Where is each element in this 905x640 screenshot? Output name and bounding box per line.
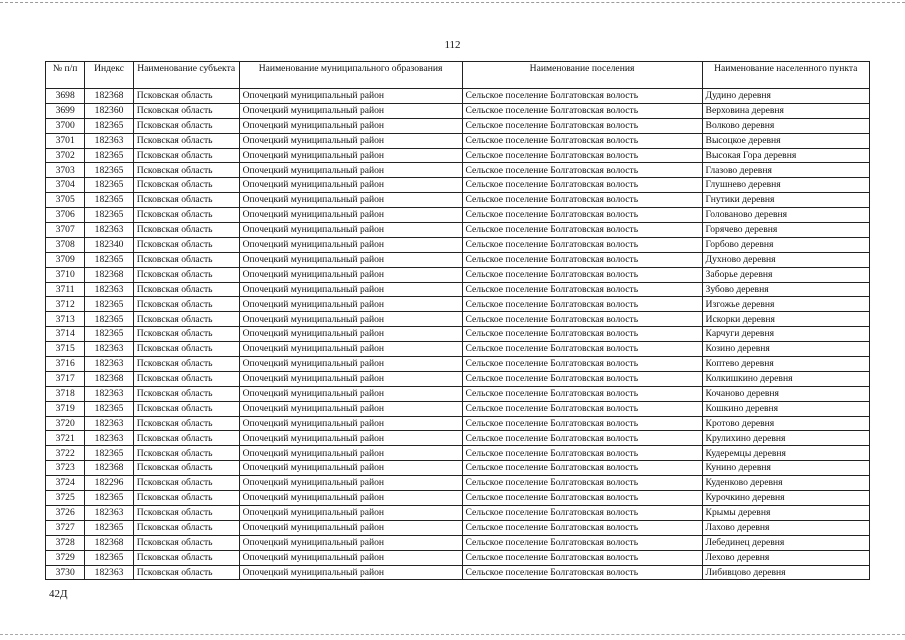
- postal-index: 182368: [85, 535, 133, 550]
- subject-name: Псковская область: [133, 282, 239, 297]
- locality-name: Глазово деревня: [702, 163, 869, 178]
- subject-name: Псковская область: [133, 193, 239, 208]
- municipality-name: Опочецкий муниципальный район: [239, 565, 462, 580]
- table-row: [46, 223, 870, 238]
- row-number: 3717: [46, 371, 85, 386]
- row-number: 3721: [46, 431, 85, 446]
- settlement-name: Сельское поселение Болгатовская волость: [462, 371, 702, 386]
- postal-index: 182363: [85, 282, 133, 297]
- subject-name: Псковская область: [133, 431, 239, 446]
- postal-index: 182363: [85, 416, 133, 431]
- table-row: [46, 416, 870, 431]
- postal-index: 182365: [85, 520, 133, 535]
- municipality-name: Опочецкий муниципальный район: [239, 342, 462, 357]
- municipality-name: Опочецкий муниципальный район: [239, 461, 462, 476]
- postal-index: 182363: [85, 342, 133, 357]
- locality-name: Кошкино деревня: [702, 401, 869, 416]
- postal-index: 182365: [85, 550, 133, 565]
- locality-name: Кротово деревня: [702, 416, 869, 431]
- postal-index: 182363: [85, 223, 133, 238]
- municipality-name: Опочецкий муниципальный район: [239, 297, 462, 312]
- row-number: 3702: [46, 148, 85, 163]
- row-number: 3703: [46, 163, 85, 178]
- row-number: 3719: [46, 401, 85, 416]
- settlement-name: Сельское поселение Болгатовская волость: [462, 461, 702, 476]
- locality-name: Высокая Гора деревня: [702, 148, 869, 163]
- postal-index: 182363: [85, 565, 133, 580]
- subject-name: Псковская область: [133, 297, 239, 312]
- locality-name: Высоцкое деревня: [702, 133, 869, 148]
- table-row: [46, 118, 870, 133]
- row-number: 3700: [46, 118, 85, 133]
- locality-name: Колкишкино деревня: [702, 371, 869, 386]
- municipality-name: Опочецкий муниципальный район: [239, 401, 462, 416]
- settlement-name: Сельское поселение Болгатовская волость: [462, 282, 702, 297]
- postal-index: 182365: [85, 312, 133, 327]
- settlement-name: Сельское поселение Болгатовская волость: [462, 416, 702, 431]
- postal-index: 182363: [85, 133, 133, 148]
- subject-name: Псковская область: [133, 223, 239, 238]
- settlement-name: Сельское поселение Болгатовская волость: [462, 520, 702, 535]
- subject-name: Псковская область: [133, 252, 239, 267]
- header-postal-index: Индекс: [85, 62, 133, 89]
- subject-name: Псковская область: [133, 386, 239, 401]
- subject-name: Псковская область: [133, 416, 239, 431]
- settlement-name: Сельское поселение Болгатовская волость: [462, 431, 702, 446]
- header-settlement: Наименование поселения: [462, 62, 702, 89]
- settlement-name: Сельское поселение Болгатовская волость: [462, 267, 702, 282]
- municipality-name: Опочецкий муниципальный район: [239, 208, 462, 223]
- settlement-name: Сельское поселение Болгатовская волость: [462, 223, 702, 238]
- locality-name: Кунино деревня: [702, 461, 869, 476]
- municipality-name: Опочецкий муниципальный район: [239, 282, 462, 297]
- postal-index: 182365: [85, 401, 133, 416]
- locality-name: Голованово деревня: [702, 208, 869, 223]
- postal-index: 182365: [85, 446, 133, 461]
- settlement-name: Сельское поселение Болгатовская волость: [462, 386, 702, 401]
- subject-name: Псковская область: [133, 535, 239, 550]
- table-row: [46, 327, 870, 342]
- row-number: 3727: [46, 520, 85, 535]
- postal-index: 182365: [85, 208, 133, 223]
- table-row: [46, 148, 870, 163]
- row-number: 3705: [46, 193, 85, 208]
- row-number: 3722: [46, 446, 85, 461]
- postal-index: 182365: [85, 163, 133, 178]
- settlement-name: Сельское поселение Болгатовская волость: [462, 133, 702, 148]
- locality-name: Гнутики деревня: [702, 193, 869, 208]
- postal-index: 182365: [85, 178, 133, 193]
- subject-name: Псковская область: [133, 371, 239, 386]
- municipality-name: Опочецкий муниципальный район: [239, 178, 462, 193]
- subject-name: Псковская область: [133, 237, 239, 252]
- municipality-name: Опочецкий муниципальный район: [239, 476, 462, 491]
- row-number: 3701: [46, 133, 85, 148]
- settlement-name: Сельское поселение Болгатовская волость: [462, 178, 702, 193]
- municipality-name: Опочецкий муниципальный район: [239, 103, 462, 118]
- row-number: 3728: [46, 535, 85, 550]
- header-subject: Наименование субъекта: [133, 62, 239, 89]
- settlement-name: Сельское поселение Болгатовская волость: [462, 163, 702, 178]
- locality-name: Волково деревня: [702, 118, 869, 133]
- settlement-name: Сельское поселение Болгатовская волость: [462, 312, 702, 327]
- subject-name: Псковская область: [133, 446, 239, 461]
- header-row-number: № п/п: [46, 62, 85, 89]
- municipality-name: Опочецкий муниципальный район: [239, 312, 462, 327]
- table-row: [46, 163, 870, 178]
- locality-name: Глушнево деревня: [702, 178, 869, 193]
- header-municipality: Наименование муниципального образования: [239, 62, 462, 89]
- postal-index: 182363: [85, 431, 133, 446]
- table-row: [46, 342, 870, 357]
- row-number: 3710: [46, 267, 85, 282]
- locality-name: Зубово деревня: [702, 282, 869, 297]
- settlement-name: Сельское поселение Болгатовская волость: [462, 327, 702, 342]
- locality-name: Либивцово деревня: [702, 565, 869, 580]
- postal-index: 182363: [85, 386, 133, 401]
- subject-name: Псковская область: [133, 565, 239, 580]
- settlements-table: [45, 61, 870, 580]
- table-row: [46, 178, 870, 193]
- locality-name: Крулихино деревня: [702, 431, 869, 446]
- row-number: 3711: [46, 282, 85, 297]
- municipality-name: Опочецкий муниципальный район: [239, 193, 462, 208]
- subject-name: Псковская область: [133, 505, 239, 520]
- settlement-name: Сельское поселение Болгатовская волость: [462, 252, 702, 267]
- row-number: 3706: [46, 208, 85, 223]
- subject-name: Псковская область: [133, 520, 239, 535]
- table-row: [46, 133, 870, 148]
- locality-name: Крымы деревня: [702, 505, 869, 520]
- municipality-name: Опочецкий муниципальный район: [239, 327, 462, 342]
- municipality-name: Опочецкий муниципальный район: [239, 163, 462, 178]
- table-row: [46, 505, 870, 520]
- subject-name: Псковская область: [133, 208, 239, 223]
- settlement-name: Сельское поселение Болгатовская волость: [462, 237, 702, 252]
- municipality-name: Опочецкий муниципальный район: [239, 550, 462, 565]
- settlement-name: Сельское поселение Болгатовская волость: [462, 401, 702, 416]
- table-row: [46, 386, 870, 401]
- settlement-name: Сельское поселение Болгатовская волость: [462, 89, 702, 104]
- table-row: [46, 252, 870, 267]
- table-row: [46, 267, 870, 282]
- subject-name: Псковская область: [133, 491, 239, 506]
- row-number: 3723: [46, 461, 85, 476]
- locality-name: Коптево деревня: [702, 357, 869, 372]
- subject-name: Псковская область: [133, 342, 239, 357]
- table-row: [46, 282, 870, 297]
- municipality-name: Опочецкий муниципальный район: [239, 252, 462, 267]
- postal-index: 182365: [85, 148, 133, 163]
- page-number: 112: [444, 39, 461, 51]
- table-row: [46, 520, 870, 535]
- settlement-name: Сельское поселение Болгатовская волость: [462, 550, 702, 565]
- table-row: [46, 431, 870, 446]
- table-row: [46, 357, 870, 372]
- locality-name: Карчуги деревня: [702, 327, 869, 342]
- table-row: [46, 446, 870, 461]
- postal-index: 182368: [85, 89, 133, 104]
- row-number: 3709: [46, 252, 85, 267]
- table-body: [46, 89, 870, 580]
- row-number: 3713: [46, 312, 85, 327]
- locality-name: Кудеремцы деревня: [702, 446, 869, 461]
- table-row: [46, 89, 870, 104]
- row-number: 3720: [46, 416, 85, 431]
- settlement-name: Сельское поселение Болгатовская волость: [462, 103, 702, 118]
- municipality-name: Опочецкий муниципальный район: [239, 520, 462, 535]
- settlement-name: Сельское поселение Болгатовская волость: [462, 342, 702, 357]
- settlement-name: Сельское поселение Болгатовская волость: [462, 193, 702, 208]
- subject-name: Псковская область: [133, 401, 239, 416]
- row-number: 3699: [46, 103, 85, 118]
- locality-name: Курочкино деревня: [702, 491, 869, 506]
- table-row: [46, 103, 870, 118]
- locality-name: Заборье деревня: [702, 267, 869, 282]
- settlement-name: Сельское поселение Болгатовская волость: [462, 565, 702, 580]
- settlement-name: Сельское поселение Болгатовская волость: [462, 535, 702, 550]
- table-row: [46, 491, 870, 506]
- locality-name: Духново деревня: [702, 252, 869, 267]
- table-row: [46, 565, 870, 580]
- postal-index: 182365: [85, 252, 133, 267]
- municipality-name: Опочецкий муниципальный район: [239, 133, 462, 148]
- table-row: [46, 312, 870, 327]
- locality-name: Куденково деревня: [702, 476, 869, 491]
- table-row: [46, 401, 870, 416]
- postal-index: 182365: [85, 193, 133, 208]
- postal-index: 182363: [85, 357, 133, 372]
- table-header: [46, 62, 870, 89]
- municipality-name: Опочецкий муниципальный район: [239, 535, 462, 550]
- subject-name: Псковская область: [133, 461, 239, 476]
- locality-name: Изгожье деревня: [702, 297, 869, 312]
- locality-name: Верховина деревня: [702, 103, 869, 118]
- scan-edge-top: [0, 2, 905, 3]
- settlement-name: Сельское поселение Болгатовская волость: [462, 505, 702, 520]
- subject-name: Псковская область: [133, 312, 239, 327]
- subject-name: Псковская область: [133, 89, 239, 104]
- header-row: [46, 62, 870, 89]
- row-number: 3708: [46, 237, 85, 252]
- table-row: [46, 535, 870, 550]
- footer-code: 42Д: [49, 588, 68, 600]
- locality-name: Лехово деревня: [702, 550, 869, 565]
- row-number: 3716: [46, 357, 85, 372]
- postal-index: 182365: [85, 297, 133, 312]
- row-number: 3730: [46, 565, 85, 580]
- table-row: [46, 297, 870, 312]
- postal-index: 182368: [85, 461, 133, 476]
- row-number: 3718: [46, 386, 85, 401]
- row-number: 3729: [46, 550, 85, 565]
- row-number: 3715: [46, 342, 85, 357]
- settlement-name: Сельское поселение Болгатовская волость: [462, 148, 702, 163]
- table-row: [46, 237, 870, 252]
- municipality-name: Опочецкий муниципальный район: [239, 118, 462, 133]
- postal-index: 182365: [85, 491, 133, 506]
- row-number: 3712: [46, 297, 85, 312]
- municipality-name: Опочецкий муниципальный район: [239, 505, 462, 520]
- table-row: [46, 550, 870, 565]
- row-number: 3698: [46, 89, 85, 104]
- postal-index: 182360: [85, 103, 133, 118]
- row-number: 3725: [46, 491, 85, 506]
- locality-name: Кочаново деревня: [702, 386, 869, 401]
- locality-name: Дудино деревня: [702, 89, 869, 104]
- table-row: [46, 476, 870, 491]
- subject-name: Псковская область: [133, 133, 239, 148]
- municipality-name: Опочецкий муниципальный район: [239, 386, 462, 401]
- locality-name: Козино деревня: [702, 342, 869, 357]
- header-locality: Наименование населенного пункта: [702, 62, 869, 89]
- locality-name: Горячево деревня: [702, 223, 869, 238]
- subject-name: Псковская область: [133, 550, 239, 565]
- postal-index: 182363: [85, 505, 133, 520]
- municipality-name: Опочецкий муниципальный район: [239, 371, 462, 386]
- municipality-name: Опочецкий муниципальный район: [239, 431, 462, 446]
- settlement-name: Сельское поселение Болгатовская волость: [462, 208, 702, 223]
- municipality-name: Опочецкий муниципальный район: [239, 416, 462, 431]
- locality-name: Лебединец деревня: [702, 535, 869, 550]
- row-number: 3726: [46, 505, 85, 520]
- municipality-name: Опочецкий муниципальный район: [239, 491, 462, 506]
- subject-name: Псковская область: [133, 163, 239, 178]
- settlement-name: Сельское поселение Болгатовская волость: [462, 491, 702, 506]
- table-row: [46, 193, 870, 208]
- row-number: 3714: [46, 327, 85, 342]
- subject-name: Псковская область: [133, 327, 239, 342]
- postal-index: 182368: [85, 267, 133, 282]
- postal-index: 182365: [85, 327, 133, 342]
- municipality-name: Опочецкий муниципальный район: [239, 148, 462, 163]
- scan-edge-bottom: [0, 634, 905, 635]
- municipality-name: Опочецкий муниципальный район: [239, 357, 462, 372]
- locality-name: Горбово деревня: [702, 237, 869, 252]
- row-number: 3707: [46, 223, 85, 238]
- locality-name: Искорки деревня: [702, 312, 869, 327]
- subject-name: Псковская область: [133, 103, 239, 118]
- settlement-name: Сельское поселение Болгатовская волость: [462, 476, 702, 491]
- settlement-name: Сельское поселение Болгатовская волость: [462, 357, 702, 372]
- subject-name: Псковская область: [133, 118, 239, 133]
- municipality-name: Опочецкий муниципальный район: [239, 446, 462, 461]
- settlement-name: Сельское поселение Болгатовская волость: [462, 297, 702, 312]
- postal-index: 182296: [85, 476, 133, 491]
- subject-name: Псковская область: [133, 267, 239, 282]
- row-number: 3704: [46, 178, 85, 193]
- postal-index: 182365: [85, 118, 133, 133]
- table-row: [46, 208, 870, 223]
- locality-name: Лахово деревня: [702, 520, 869, 535]
- postal-index: 182340: [85, 237, 133, 252]
- table-row: [46, 461, 870, 476]
- subject-name: Псковская область: [133, 148, 239, 163]
- municipality-name: Опочецкий муниципальный район: [239, 89, 462, 104]
- settlement-name: Сельское поселение Болгатовская волость: [462, 118, 702, 133]
- municipality-name: Опочецкий муниципальный район: [239, 223, 462, 238]
- row-number: 3724: [46, 476, 85, 491]
- subject-name: Псковская область: [133, 476, 239, 491]
- municipality-name: Опочецкий муниципальный район: [239, 237, 462, 252]
- table-row: [46, 371, 870, 386]
- subject-name: Псковская область: [133, 357, 239, 372]
- postal-index: 182368: [85, 371, 133, 386]
- subject-name: Псковская область: [133, 178, 239, 193]
- municipality-name: Опочецкий муниципальный район: [239, 267, 462, 282]
- settlement-name: Сельское поселение Болгатовская волость: [462, 446, 702, 461]
